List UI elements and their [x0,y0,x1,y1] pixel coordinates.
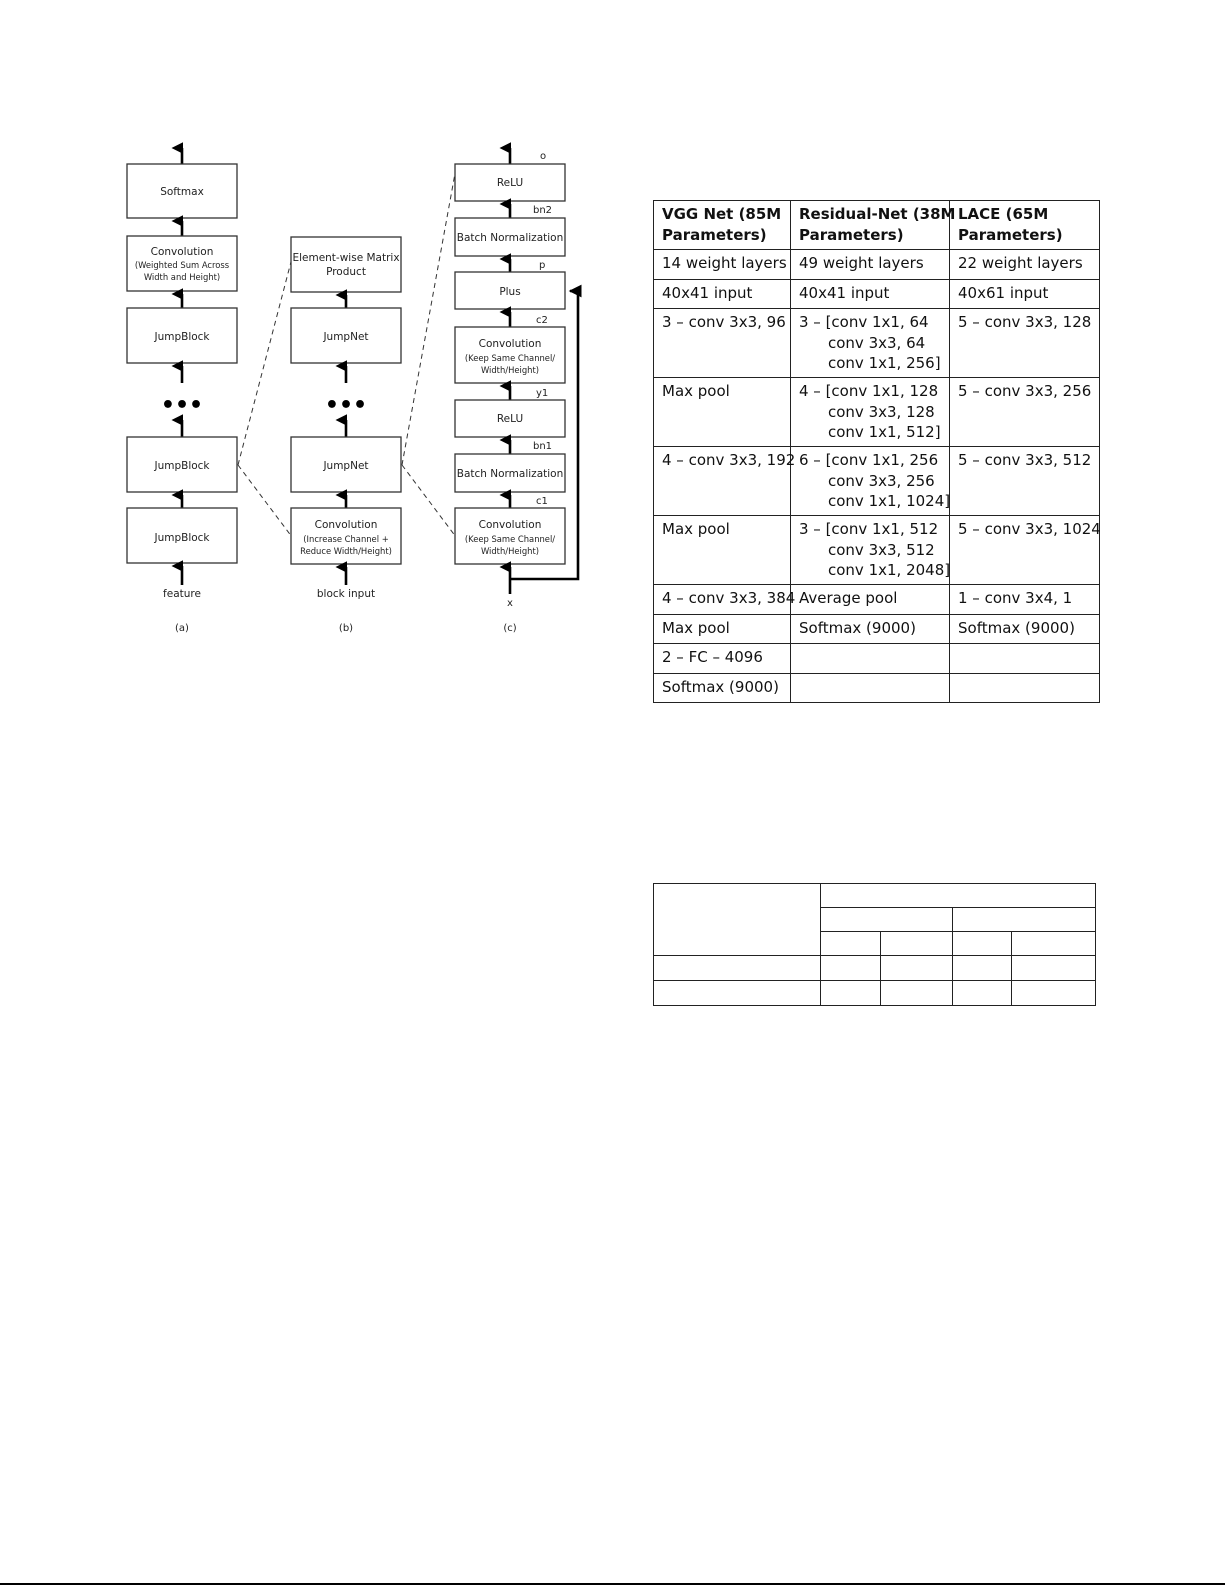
var-c2: c2 [536,315,548,326]
cell-line: Softmax (9000) [662,677,779,696]
relu-label: ReLU [496,177,524,189]
table-row [654,884,1096,908]
cell-line: conv 1x1, 512] [828,423,941,441]
cell-line: Softmax (9000) [958,618,1075,637]
table-cell [880,981,952,1006]
table-cell [880,932,952,956]
table-row [654,447,1100,516]
table-cell [791,673,950,703]
conv-sub-label: (Keep Same Channel/ [464,534,556,544]
conv-label: Convolution [478,338,542,350]
product-label: Product [326,266,366,278]
table-cell [950,585,1100,615]
table-cell [654,956,821,981]
table-row [654,309,1100,378]
cell-line: conv 3x3, 64 [828,333,926,352]
header-line: VGG Net (85M [662,205,782,223]
var-c1: c1 [536,496,548,507]
table-row [654,585,1100,615]
cell-line: conv 1x1, 256] [828,354,941,372]
table-cell [791,378,950,447]
cell-line: 4 – conv 3x3, 192 [662,451,796,469]
table-cell [791,309,950,378]
cell-line: 3 – conv 3x3, 96 [662,313,786,331]
table-cell [950,516,1100,585]
batchnorm-label: Batch Normalization [456,232,564,244]
conv-label: Convolution [314,519,378,531]
table-cell [654,884,821,956]
cell-line: 5 – conv 3x3, 512 [958,451,1092,469]
table-row [654,250,1100,280]
input-label-x: x [507,598,513,609]
jumpnet-label: JumpNet [323,331,369,343]
cell-line: 6 – [conv 1x1, 256 [799,451,939,469]
table-cell [1012,956,1096,981]
panel-b [291,237,401,634]
table-cell [950,309,1100,378]
jumpblock-label: JumpBlock [154,460,210,472]
cell-line: Softmax (9000) [799,618,916,637]
jumpblock-label: JumpBlock [154,532,210,544]
table-cell [950,673,1100,703]
product-label: Element-wise Matrix [292,252,400,264]
cell-line: 5 – conv 3x3, 128 [958,313,1092,331]
cell-line: 40x61 input [958,283,1049,302]
jumpblock-label: JumpBlock [154,331,210,343]
var-bn1: bn1 [533,441,553,452]
table-cell [654,378,791,447]
elementwise-product-block [291,237,401,292]
cell-line: conv 1x1, 1024] [828,492,951,510]
table-header-row [654,201,1100,250]
plus-label: Plus [499,286,521,298]
conv-sub-label: Reduce Width/Height) [300,546,392,556]
table-cell [654,447,796,516]
batchnorm-label: Batch Normalization [456,468,564,480]
table-cell [953,981,1012,1006]
table-cell [791,279,950,309]
header-line: Residual-Net (38M [799,205,956,223]
header-line: Parameters) [799,225,904,244]
table-body [654,250,1100,703]
table-cell [821,981,880,1006]
cell-line: conv 3x3, 128 [828,402,935,421]
cell-line: Average pool [799,589,898,607]
table-cell [654,279,791,309]
header-line: Parameters) [958,225,1063,244]
table-cell [950,614,1100,644]
table-row [654,279,1100,309]
caption-c: (c) [503,623,517,634]
table-cell [1012,981,1096,1006]
var-bn2: bn2 [533,205,553,216]
table-header-cell [791,201,956,250]
table-cell [654,673,791,703]
conv-sub-label: Width and Height) [143,272,221,282]
conv-sub-label: (Weighted Sum Across [134,260,230,270]
table-header-cell [950,201,1100,250]
table-cell [791,585,950,615]
table-cell [950,447,1100,516]
cell-line: 5 – conv 3x3, 256 [958,382,1092,400]
table-cell [654,309,791,378]
ellipsis: ••• [324,393,368,418]
table-cell [950,250,1100,280]
var-p: p [539,260,546,271]
cell-line: 3 – [conv 1x1, 512 [799,520,939,538]
table-cell [654,585,796,615]
caption-b: (b) [338,623,354,634]
softmax-label: Softmax [160,186,204,198]
conv-sub-label: Width/Height) [480,546,540,556]
table-cell [821,956,880,981]
cell-line: conv 1x1, 2048] [828,561,951,579]
table-cell [791,516,950,585]
cell-line: 1 – conv 3x4, 1 [958,589,1073,607]
table-cell [1012,932,1096,956]
table-cell [821,884,1096,908]
table-cell [654,644,791,674]
cell-line: conv 3x3, 512 [828,540,935,559]
input-label-feature: feature [163,588,201,600]
input-label-block-input: block input [316,588,376,600]
conv-sub-label: (Keep Same Channel/ [464,353,556,363]
table-row [654,614,1100,644]
table-cell [953,908,1096,932]
architecture-diagram [0,0,600,660]
table-row [654,516,1100,585]
cell-line: 4 – conv 3x3, 384 [662,589,796,607]
table-cell [821,908,953,932]
table-cell [654,250,791,280]
panel-c [455,148,578,634]
cell-line: Max pool [662,618,730,637]
table-cell [654,981,821,1006]
table-header-cell [654,201,791,250]
conv-label: Convolution [150,246,214,258]
cell-line: Max pool [662,382,730,400]
var-y1: y1 [536,388,549,399]
table-cell [791,644,950,674]
cell-line: 22 weight layers [958,254,1083,272]
conv-sub-label: (Increase Channel + [303,534,389,544]
cell-line: 40x41 input [799,283,890,302]
cell-line: conv 3x3, 256 [828,471,935,490]
table-row [654,956,1096,981]
table-cell [654,614,791,644]
cell-line: 49 weight layers [799,254,924,272]
table-row [654,673,1100,703]
panel-a [127,148,237,634]
caption-a: (a) [175,623,189,634]
ellipsis: ••• [160,393,204,418]
conv-sub-label: Width/Height) [480,365,540,375]
cell-line: 2 – FC – 4096 [662,648,763,666]
conv-label: Convolution [478,519,542,531]
cell-line: 5 – conv 3x3, 1024 [958,520,1101,538]
table-cell [791,447,950,516]
table-cell [953,956,1012,981]
table-cell [953,932,1012,956]
header-line: Parameters) [662,225,767,244]
table-cell [821,932,880,956]
table-cell [880,956,952,981]
table-cell [950,279,1100,309]
table-cell [950,644,1100,674]
table-cell [950,378,1100,447]
table-row [654,644,1100,674]
table-row [654,378,1100,447]
architecture-comparison-table [653,200,1100,703]
table-cell [791,250,950,280]
header-line: LACE (65M [958,205,1049,223]
cell-line: 4 – [conv 1x1, 128 [799,382,939,400]
cell-line: 14 weight layers [662,254,787,272]
empty-results-table [653,883,1096,1006]
cell-line: Max pool [662,520,730,538]
table-cell [791,614,950,644]
table-cell [654,516,791,585]
var-o: o [540,151,547,162]
table-row [654,981,1096,1006]
cell-line: 40x41 input [662,283,753,302]
cell-line: 3 – [conv 1x1, 64 [799,313,929,331]
relu-label: ReLU [496,413,524,425]
jumpnet-label: JumpNet [323,460,369,472]
